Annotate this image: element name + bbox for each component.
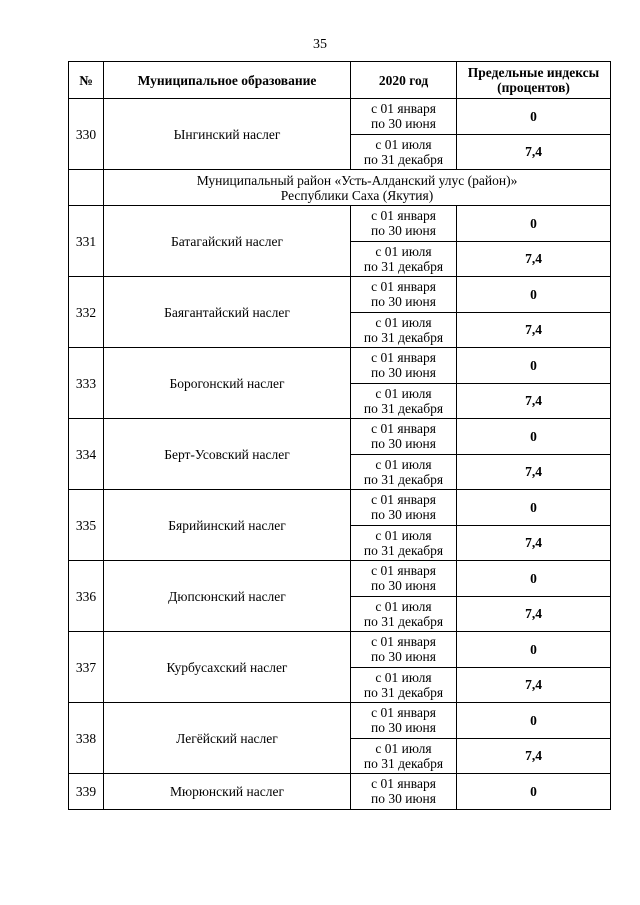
period-line1: с 01 января: [371, 776, 436, 792]
period-line2: по 30 июня: [371, 365, 436, 381]
period-line2: по 31 декабря: [363, 329, 444, 345]
period-line2: по 31 декабря: [363, 400, 444, 416]
index-value: 0: [457, 774, 611, 810]
index-value: 0: [457, 206, 611, 242]
period-line1: с 01 января: [371, 208, 436, 224]
district-line2: Республики Саха (Якутия): [280, 187, 434, 203]
row-number: 337: [69, 632, 104, 703]
period-cell: [351, 525, 457, 561]
table-row: [69, 348, 611, 384]
period-line2: по 31 декабря: [363, 684, 444, 700]
table-row: [69, 99, 611, 135]
period-line2: по 31 декабря: [363, 613, 444, 629]
period-cell: [351, 419, 457, 455]
period-line2: по 31 декабря: [363, 471, 444, 487]
period-line2: по 30 июня: [371, 649, 436, 665]
table-row: [69, 206, 611, 242]
period-line1: с 01 июля: [375, 598, 432, 614]
period-line1: с 01 июля: [375, 456, 432, 472]
index-value: 0: [457, 99, 611, 135]
period-line1: с 01 января: [371, 705, 436, 721]
district-row: [69, 170, 611, 206]
index-value: 7,4: [457, 241, 611, 277]
period-line1: с 01 июля: [375, 669, 432, 685]
period-line2: по 31 декабря: [363, 542, 444, 558]
table-row: [69, 419, 611, 455]
header-index-line2: (процентов): [497, 80, 570, 95]
period-cell: [351, 241, 457, 277]
period-line2: по 30 июня: [371, 294, 436, 310]
row-number: 330: [69, 99, 104, 170]
period-line1: с 01 июля: [375, 527, 432, 543]
index-value: 7,4: [457, 454, 611, 490]
period-cell: [351, 277, 457, 313]
period-line2: по 30 июня: [371, 578, 436, 594]
header-index-line1: Предельные индексы: [467, 65, 600, 80]
period-line1: с 01 января: [371, 492, 436, 508]
row-number: 338: [69, 703, 104, 774]
index-value: 7,4: [457, 134, 611, 170]
index-value: 7,4: [457, 383, 611, 419]
index-value: 0: [457, 632, 611, 668]
period-cell: [351, 206, 457, 242]
period-line1: с 01 января: [371, 279, 436, 295]
district-line1: Муниципальный район «Усть-Алданский улус (район)»: [196, 172, 518, 188]
period-line2: по 30 июня: [371, 436, 436, 452]
district-empty-cell: [69, 170, 104, 206]
index-value: 7,4: [457, 596, 611, 632]
period-line1: с 01 июля: [375, 136, 432, 152]
municipality-name: Ынгинский наслег: [104, 99, 351, 170]
period-line1: с 01 июля: [375, 385, 432, 401]
period-cell: [351, 99, 457, 135]
row-number: 336: [69, 561, 104, 632]
period-line2: по 30 июня: [371, 720, 436, 736]
period-cell: [351, 490, 457, 526]
period-line1: с 01 января: [371, 350, 436, 366]
period-cell: [351, 667, 457, 703]
index-value: 0: [457, 703, 611, 739]
table-header-row: [69, 62, 611, 99]
header-year: 2020 год: [351, 62, 457, 99]
row-number: 335: [69, 490, 104, 561]
period-cell: [351, 738, 457, 774]
index-value: 0: [457, 348, 611, 384]
municipality-name: Легёйский наслег: [104, 703, 351, 774]
index-value: 0: [457, 561, 611, 597]
municipality-name: Баягантайский наслег: [104, 277, 351, 348]
row-number: 331: [69, 206, 104, 277]
period-cell: [351, 454, 457, 490]
header-index: [457, 62, 611, 99]
header-municipality: Муниципальное образование: [104, 62, 351, 99]
index-value: 7,4: [457, 667, 611, 703]
table-row: [69, 703, 611, 739]
period-cell: [351, 383, 457, 419]
table-row: [69, 277, 611, 313]
row-number: 334: [69, 419, 104, 490]
municipality-name: Борогонский наслег: [104, 348, 351, 419]
municipality-name: Берт-Усовский наслег: [104, 419, 351, 490]
period-cell: [351, 632, 457, 668]
municipality-name: Батагайский наслег: [104, 206, 351, 277]
row-number: 332: [69, 277, 104, 348]
period-line2: по 30 июня: [371, 507, 436, 523]
table-body: [69, 99, 611, 810]
period-cell: [351, 348, 457, 384]
period-line2: по 31 декабря: [363, 151, 444, 167]
index-value: 0: [457, 277, 611, 313]
index-value: 0: [457, 490, 611, 526]
row-number: 333: [69, 348, 104, 419]
period-line2: по 31 декабря: [363, 755, 444, 771]
period-line2: по 30 июня: [371, 791, 436, 807]
period-line2: по 31 декабря: [363, 258, 444, 274]
table-row: [69, 632, 611, 668]
index-value: 7,4: [457, 312, 611, 348]
period-cell: [351, 703, 457, 739]
page-number: 35: [313, 37, 327, 52]
period-line1: с 01 января: [371, 101, 436, 117]
table-row: [69, 490, 611, 526]
district-title: [104, 170, 611, 206]
municipality-name: Мюрюнский наслег: [104, 774, 351, 810]
period-cell: [351, 312, 457, 348]
row-number: 339: [69, 774, 104, 810]
period-cell: [351, 134, 457, 170]
index-value: 0: [457, 419, 611, 455]
period-line1: с 01 июля: [375, 740, 432, 756]
period-line2: по 30 июня: [371, 116, 436, 132]
period-line1: с 01 июля: [375, 243, 432, 259]
municipality-name: Дюпсюнский наслег: [104, 561, 351, 632]
period-line1: с 01 января: [371, 634, 436, 650]
municipality-name: Бярийинский наслег: [104, 490, 351, 561]
tariff-index-table: [68, 61, 611, 810]
period-line1: с 01 января: [371, 421, 436, 437]
index-value: 7,4: [457, 738, 611, 774]
period-line1: с 01 июля: [375, 314, 432, 330]
period-cell: [351, 561, 457, 597]
period-cell: [351, 596, 457, 632]
municipality-name: Курбусахский наслег: [104, 632, 351, 703]
table-row: [69, 774, 611, 810]
table-row: [69, 561, 611, 597]
index-value: 7,4: [457, 525, 611, 561]
period-line1: с 01 января: [371, 563, 436, 579]
period-line2: по 30 июня: [371, 223, 436, 239]
header-number: №: [69, 62, 104, 99]
period-cell: [351, 774, 457, 810]
